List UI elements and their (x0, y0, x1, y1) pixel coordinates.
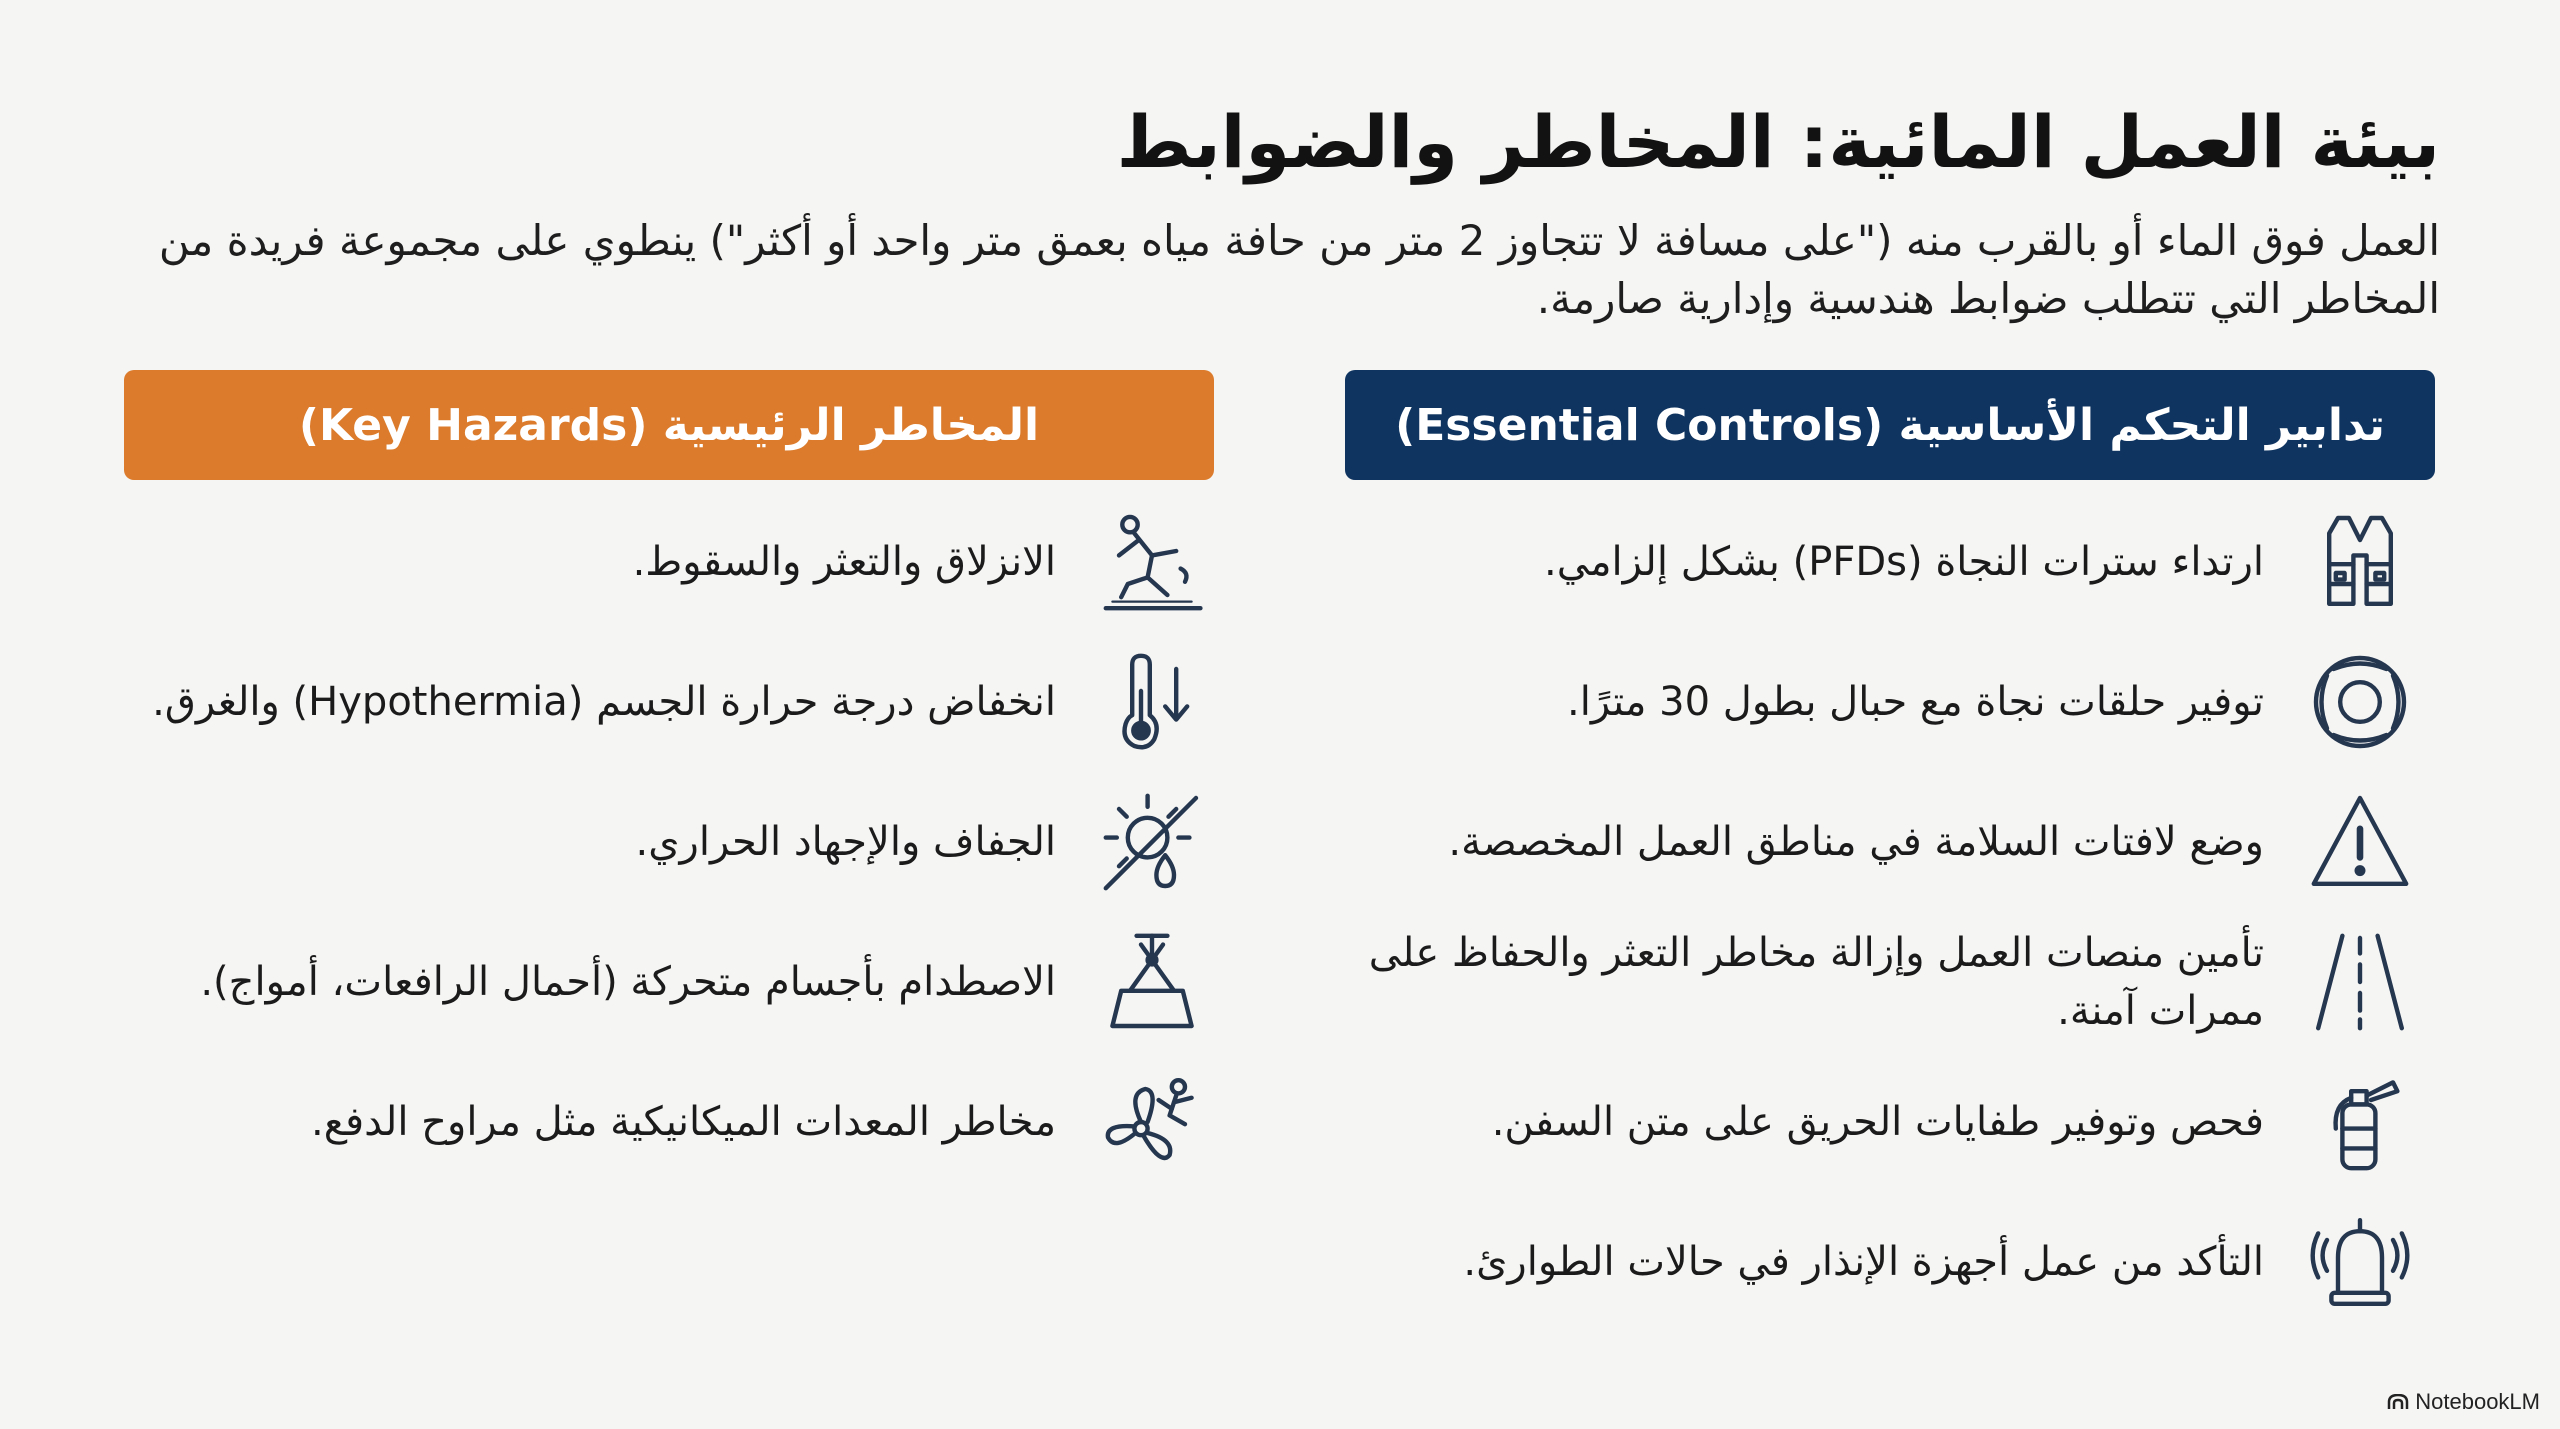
notebooklm-logo-icon (2387, 1394, 2409, 1410)
intro-paragraph: العمل فوق الماء أو بالقرب منه ("على مسافة لا تتجاوز 2 متر من حافة مياه بعمق متر واحد أو أكثر") ينطوي على مجموعة فريدة من المخاطر التي تتطلب ضوابط هندسية وإدارية صارمة. (158, 216, 2440, 323)
control-item (1340, 922, 2420, 1042)
control-text: ارتداء سترات النجاة (PFDs) بشكل إلزامي. (1544, 539, 2264, 585)
walkway-icon (2300, 922, 2420, 1042)
control-item (1340, 642, 2420, 762)
control-text: وضع لافتات السلامة في مناطق العمل المخصصة. (1448, 819, 2264, 865)
control-text: فحص وتوفير طفايات الحريق على متن السفن. (1491, 1099, 2264, 1145)
control-item (1340, 502, 2420, 622)
control-item (1340, 1062, 2420, 1182)
warning-sign-icon (2300, 782, 2420, 902)
hazard-text: الانزلاق والتعثر والسقوط. (632, 539, 1056, 585)
hazard-item (122, 922, 1212, 1042)
hazard-item (122, 1062, 1212, 1182)
hazard-item (122, 642, 1212, 762)
control-text: التأكد من عمل أجهزة الإنذار في حالات الطوارئ. (1463, 1239, 2264, 1285)
alarm-bell-icon (2300, 1202, 2420, 1322)
hazard-text: الجفاف والإجهاد الحراري. (635, 819, 1056, 865)
control-text: تأمين منصات العمل وإزالة مخاطر التعثر والحفاظ على ممرات آمنة. (1368, 930, 2264, 1034)
control-item (1340, 782, 2420, 902)
brand-name: NotebookLM (2415, 1389, 2540, 1414)
life-ring-icon (2300, 642, 2420, 762)
control-item (1340, 1202, 2420, 1322)
life-vest-icon (2300, 502, 2420, 622)
controls-header (1345, 370, 2435, 480)
hazards-header-label: المخاطر الرئيسية (Key Hazards) (298, 399, 1040, 451)
thermometer-down-icon (1092, 642, 1212, 762)
hazard-text: مخاطر المعدات الميكانيكية مثل مراوح الدفع. (311, 1099, 1056, 1145)
brand-logo (2387, 1389, 2540, 1415)
propeller-icon (1092, 1062, 1212, 1182)
hazard-text: الاصطدام بأجسام متحركة (أحمال الرافعات، أمواج). (200, 959, 1056, 1005)
control-text: توفير حلقات نجاة مع حبال بطول 30 مترًا. (1567, 679, 2264, 725)
hazard-text: انخفاض درجة حرارة الجسم (Hypothermia) والغرق. (152, 679, 1056, 725)
page-title: بيئة العمل المائية: المخاطر والضوابط (1116, 100, 2440, 184)
slip-fall-icon (1092, 502, 1212, 622)
hazard-item (122, 502, 1212, 622)
crane-load-icon (1092, 922, 1212, 1042)
hazards-header (124, 370, 1214, 480)
sun-drop-icon (1092, 782, 1212, 902)
fire-extinguisher-icon (2300, 1062, 2420, 1182)
hazard-item (122, 782, 1212, 902)
controls-header-label: تدابير التحكم الأساسية (Essential Controls) (1395, 399, 2385, 451)
